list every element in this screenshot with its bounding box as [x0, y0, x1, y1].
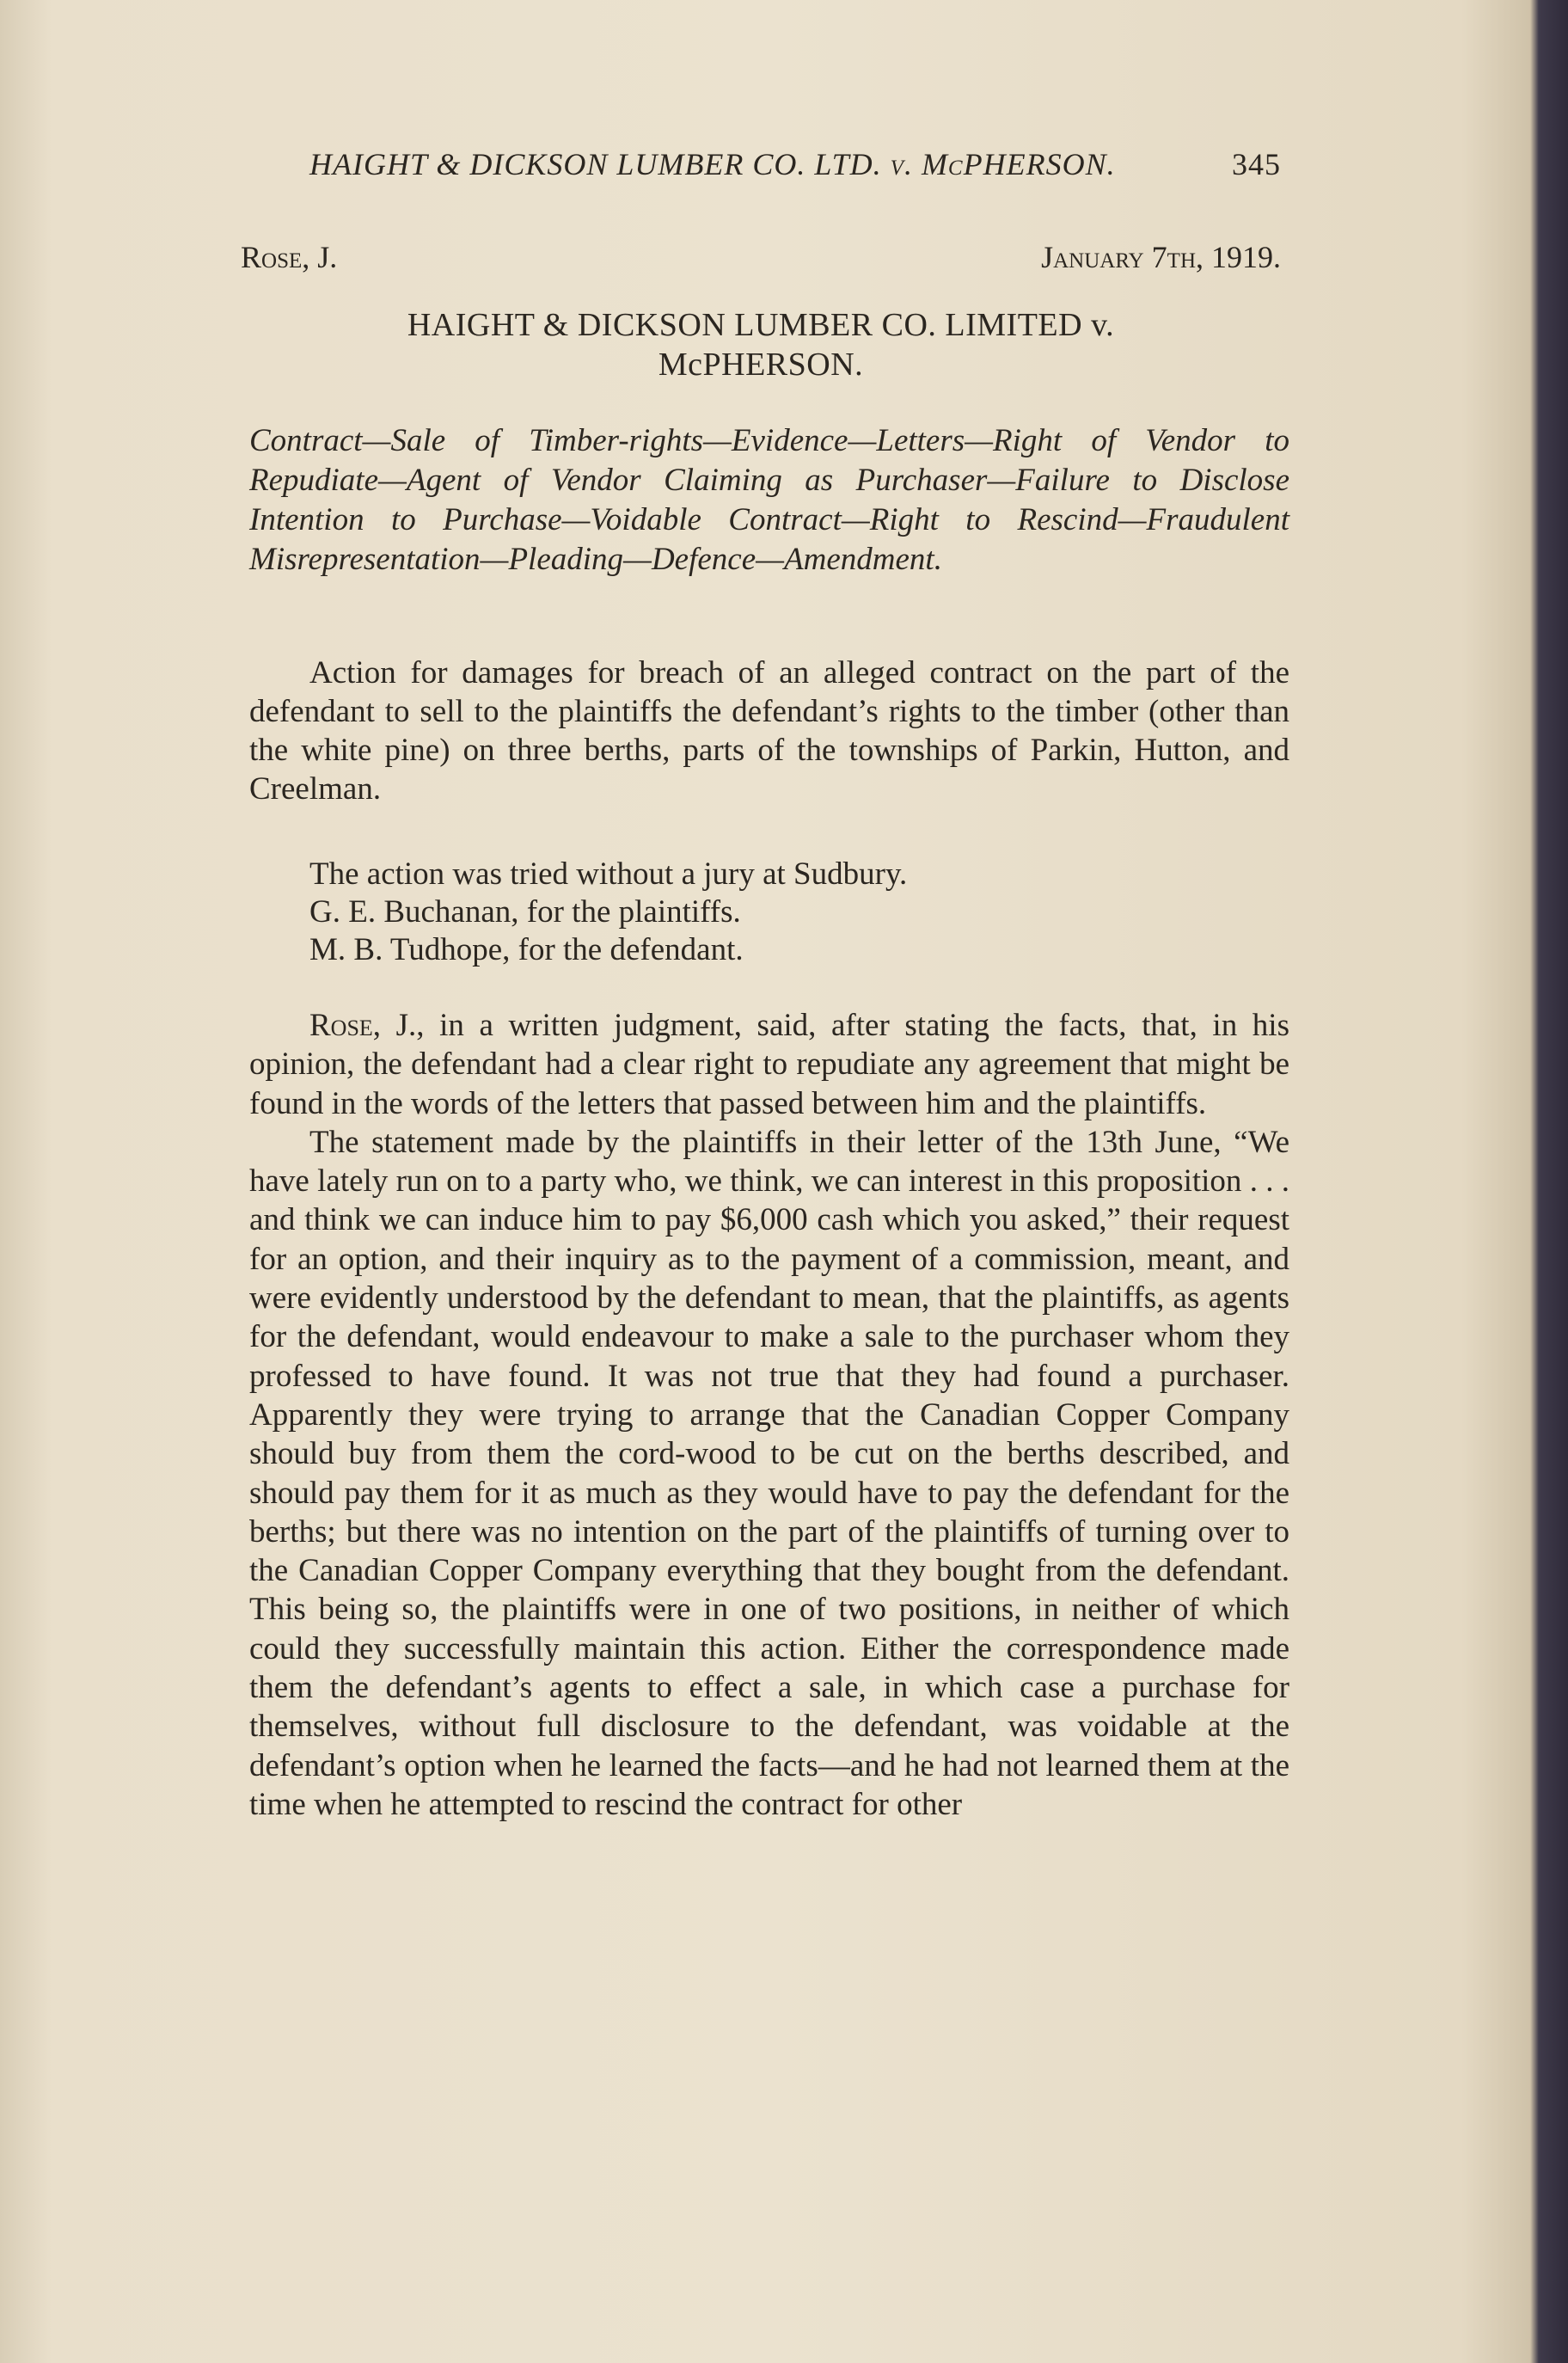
headnote: Contract—Sale of Timber-rights—Evidence—Letters—Right of Vendor to Repudiate—Agent of Vendor Claiming as Purchaser—Failure to Disclose Intention to Purchase—Voidable Contract—Right to Rescind—Fraudulent Misrepresentation—Pleading—Defence—Amendment. — [249, 423, 1289, 577]
counsel-defendant: M. B. Tudhope, for the defendant. — [309, 932, 744, 967]
judgment-body — [249, 1006, 1289, 1824]
judgment-date: January 7th, 1919. — [1041, 240, 1281, 274]
judgment-intro-paragraph — [249, 1006, 1289, 1123]
action-paragraph — [249, 654, 1289, 808]
running-head — [309, 146, 1281, 182]
trial-details — [249, 856, 1289, 969]
case-title — [241, 305, 1281, 384]
case-title-line-1: HAIGHT & DICKSON LUMBER CO. LIMITED v. — [407, 307, 1115, 343]
judgment-main-paragraph: The statement made by the plaintiffs in their letter of the 13th June, “We have lately run on to a party who, we think, we can interest in this proposition . . . and think we can induce him to pay $6,000 cash which you asked,” their request for an option, and their inquiry as to the payment of a commission, meant, and were evidently understood by the defendant to mean, that the plaintiffs, as agents for the defendant, would endeavour to make a sale to the purchaser whom they professed to have found. It was not true that they had found a purchaser. Apparently they were trying to arrange that the Canadian Copper Company should buy from them the cord-wood to be cut on the berths described, and should pay them for it as much as they would have to pay the defendant for the berths; but there was no intention on the part of the plaintiffs of turning over to the Canadian Copper Company everything that they bought from the defendant. This being so, the plaintiffs were in one of two positions, in neither of which could they successfully maintain this action. Either the correspondence made them the defendant’s agents to effect a sale, in which case a purchase for themselves, without full disclosure to the defendant, was voidable at the defendant’s option when he learned the facts—and he had not learned them at the time when he attempted to rescind the contract for other — [249, 1124, 1289, 1822]
counsel-plaintiffs: G. E. Buchanan, for the plaintiffs. — [309, 894, 741, 930]
judge-name: Rose, J. — [241, 240, 338, 274]
trial-location: The action was tried without a jury at Sudbury. — [309, 856, 908, 892]
case-title-line-2: McPHERSON. — [658, 347, 864, 383]
judge-date-line — [241, 239, 1281, 275]
action-text: Action for damages for breach of an alleged contract on the part of the defendant to sell to the plaintiffs the defendant’s rights to the timber (other than the white pine) on three berths, parts of the townships of Parkin, Hutton, and Creelman. — [249, 655, 1289, 807]
judgment-intro-text: , in a written judgment, said, after stating the facts, that, in his opinion, the defendant had a clear right to repudiate any agreement that might be found in the words of the letters that passed between him and the plaintiffs. — [249, 1008, 1289, 1121]
page-number: 345 — [1232, 147, 1281, 181]
running-head-title: HAIGHT & DICKSON LUMBER CO. LTD. v. McPHERSON. — [309, 147, 1116, 181]
judgment-judge-name: Rose, J. — [309, 1008, 417, 1043]
